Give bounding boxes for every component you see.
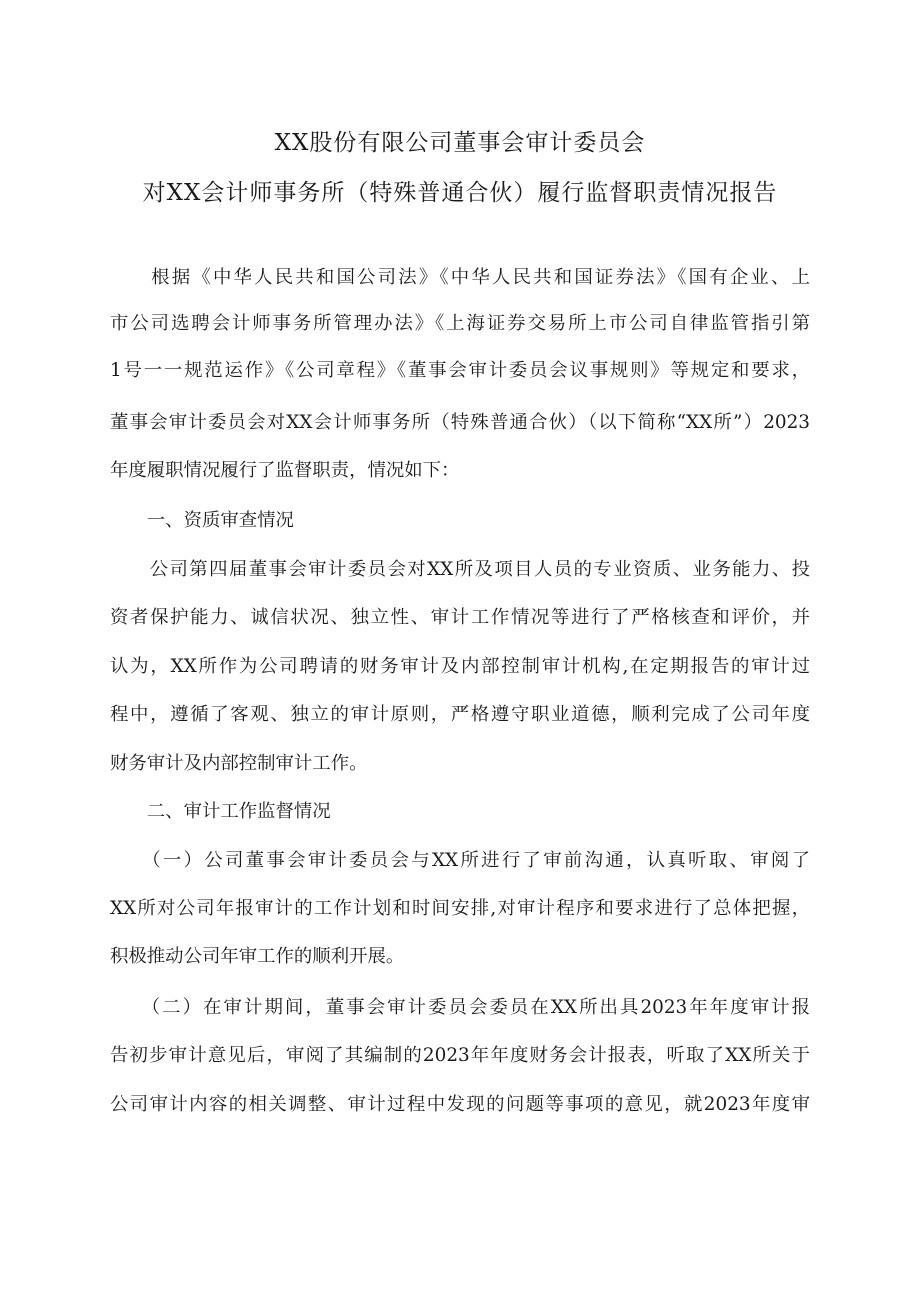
section-1-paragraph-line: 程中，遵循了客观、独立的审计原则，严格遵守职业道德，顺利完成了公司年度 <box>110 704 810 725</box>
section-1-paragraph-line: 财务审计及内部控制审计工作。 <box>110 753 368 774</box>
document-title-line-2: 对XX会计师事务所（特殊普通合伙）履行监督职责情况报告 <box>142 180 778 206</box>
section-2-item-1-line: 积极推动公司年审工作的顺利开展。 <box>110 946 405 967</box>
section-2-item-1-line: （一）公司董事会审计委员会与XX所进行了审前沟通，认真听取、审阅了 <box>110 850 810 871</box>
intro-paragraph-line: 1号一一规范运作》《公司章程》《董事会审计委员会议事规则》等规定和要求， <box>110 360 810 381</box>
section-1-heading: 一、资质审查情况 <box>110 510 294 531</box>
section-2-item-2-line: 公司审计内容的相关调整、审计过程中发现的问题等事项的意见，就2023年度审 <box>110 1094 810 1115</box>
section-2-item-1-line: XX所对公司年报审计的工作计划和时间安排,对审计程序和要求进行了总体把握， <box>110 898 810 919</box>
section-2-heading: 二、审计工作监督情况 <box>110 801 331 822</box>
document-title-line-1: XX股份有限公司董事会审计委员会 <box>274 130 646 156</box>
section-1-paragraph-line: 公司第四届董事会审计委员会对XX所及项目人员的专业资质、业务能力、投 <box>110 559 810 580</box>
intro-paragraph-line: 市公司选聘会计师事务所管理办法》《上海证券交易所上市公司自律监管指引第 <box>110 313 810 334</box>
section-1-paragraph-line: 认为，XX所作为公司聘请的财务审计及内部控制审计机构,在定期报告的审计过 <box>110 656 810 677</box>
intro-paragraph-line: 董事会审计委员会对XX会计师事务所（特殊普通合伙）（以下简称“XX所”）2023 <box>110 412 810 433</box>
section-2-item-2-line: （二）在审计期间，董事会审计委员会委员在XX所出具2023年年度审计报 <box>110 997 810 1018</box>
section-1-paragraph-line: 资者保护能力、诚信状况、独立性、审计工作情况等进行了严格核查和评价，并 <box>110 607 810 628</box>
section-2-item-2-line: 告初步审计意见后，审阅了其编制的2023年年度财务会计报表，听取了XX所关于 <box>110 1045 810 1066</box>
intro-paragraph-line: 根据《中华人民共和国公司法》《中华人民共和国证券法》《国有企业、上 <box>110 267 810 288</box>
intro-paragraph-line: 年度履职情况履行了监督职责，情况如下： <box>110 460 460 481</box>
